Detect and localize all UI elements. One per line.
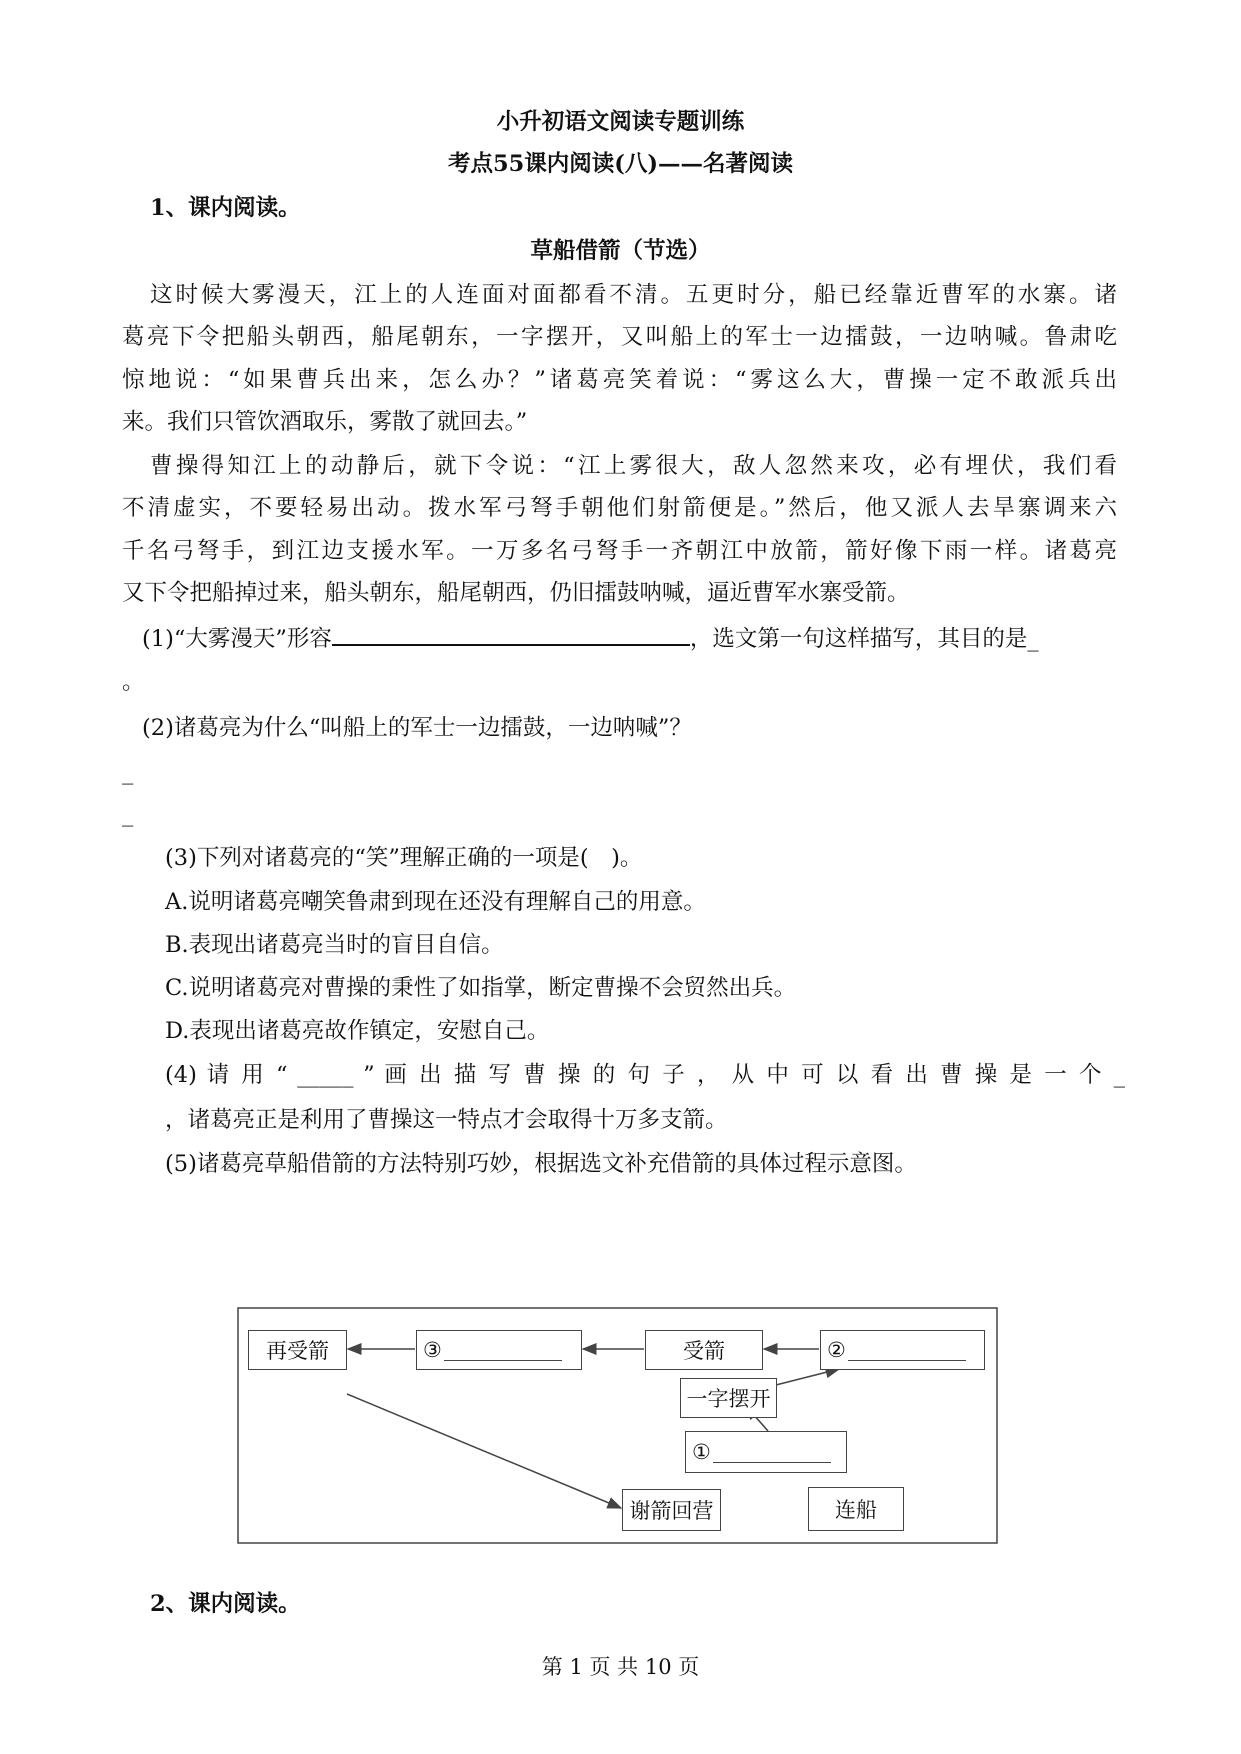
arrow-rereceive-to-thanks: [347, 1394, 621, 1508]
box-step-1[interactable]: [685, 1431, 847, 1473]
page-footer: 第 1 页 共 10 页: [541, 1655, 700, 1679]
passage-line-8: 又下令把船掉过来，船头朝东，船尾朝西，仍旧擂鼓呐喊，逼近曹军水寨受箭。: [122, 580, 910, 606]
answer-blank-2b[interactable]: _: [122, 801, 134, 827]
passage-line-6: 不清虚实，不要轻易出动。拨水军弓弩手朝他们射箭便是。”然后，他又派人去旱寨调来六: [122, 495, 1117, 521]
passage-title: 草船借箭（节选）: [530, 238, 711, 264]
question-3: (3)下列对诸葛亮的“笑”理解正确的一项是( )。: [165, 845, 643, 871]
arrow-lineup-to-2: [768, 1369, 839, 1387]
answer-blank-1[interactable]: [332, 622, 690, 646]
question-1-end: 。: [122, 669, 145, 695]
question-4: (4) 请 用 “ _____ ” 画 出 描 写 曹 操 的 句 子 ， 从 中 可 以 看 出 曹 操 是 一 个 _: [165, 1062, 1125, 1088]
box-step-1-blank[interactable]: [713, 1442, 831, 1463]
question-1-prefix: (1)“大雾漫天”形容: [142, 626, 332, 652]
option-c[interactable]: C.说明诸葛亮对曹操的秉性了如指掌，断定曹操不会贸然出兵。: [165, 975, 797, 1001]
passage-line-7: 千名弓弩手，到江边支援水军。一万多名弓弩手一齐朝江中放箭，箭好像下雨一样。诸葛亮: [122, 538, 1117, 564]
document-subtitle: 考点55课内阅读(八)——名著阅读: [447, 151, 794, 177]
box-step-3-label: ③: [423, 1338, 442, 1362]
question-4-cont: ，诸葛亮正是利用了曹操这一特点才会取得十万多支箭。: [165, 1107, 728, 1133]
box-receive: 受箭: [645, 1330, 763, 1370]
option-b[interactable]: B.表现出诸葛亮当时的盲目自信。: [165, 932, 504, 958]
question-1-suffix: ，选文第一句这样描写，其目的是_: [689, 626, 1039, 652]
box-step-1-label: ①: [692, 1440, 711, 1464]
box-connect-boats: 连船: [808, 1487, 904, 1531]
box-step-2-blank[interactable]: [848, 1340, 966, 1361]
section2-heading: 2、课内阅读。: [150, 1591, 301, 1617]
passage-line-3: 惊地说：“如果曹兵出来，怎么办？”诸葛亮笑着说：“雾这么大，曹操一定不敢派兵出: [122, 367, 1117, 393]
passage-line-1: 这时候大雾漫天，江上的人连面对面都看不清。五更时分，船已经靠近曹军的水寨。诸: [150, 282, 1117, 308]
passage-line-5: 曹操得知江上的动静后，就下令说：“江上雾很大，敌人忽然来攻，必有埋伏，我们看: [150, 453, 1117, 479]
box-step-3[interactable]: [416, 1330, 582, 1370]
option-a[interactable]: A.说明诸葛亮嘲笑鲁肃到现在还没有理解自己的用意。: [165, 889, 706, 915]
box-step-3-blank[interactable]: [444, 1340, 562, 1361]
passage-line-4: 来。我们只管饮酒取乐，雾散了就回去。”: [122, 409, 528, 435]
section1-heading: 1、课内阅读。: [150, 195, 301, 221]
question-1: [142, 622, 1039, 653]
question-5: (5)诸葛亮草船借箭的方法特别巧妙，根据选文补充借箭的具体过程示意图。: [165, 1151, 917, 1177]
question-2: (2)诸葛亮为什么“叫船上的军士一边擂鼓，一边呐喊”？: [142, 715, 692, 741]
box-thanks-return: 谢箭回营: [622, 1489, 721, 1531]
answer-blank-2a[interactable]: _: [122, 759, 134, 785]
box-step-2[interactable]: [820, 1330, 985, 1370]
box-step-2-label: ②: [827, 1338, 846, 1362]
arrow-process-diagram: [237, 1307, 998, 1544]
box-re-receive: 再受箭: [248, 1330, 347, 1370]
option-d[interactable]: D.表现出诸葛亮故作镇定，安慰自己。: [165, 1018, 550, 1044]
passage-line-2: 葛亮下令把船头朝西，船尾朝东，一字摆开，又叫船上的军士一边擂鼓，一边呐喊。鲁肃吃: [122, 324, 1117, 350]
box-line-up: 一字摆开: [680, 1378, 777, 1418]
document-title: 小升初语文阅读专题训练: [496, 109, 745, 135]
